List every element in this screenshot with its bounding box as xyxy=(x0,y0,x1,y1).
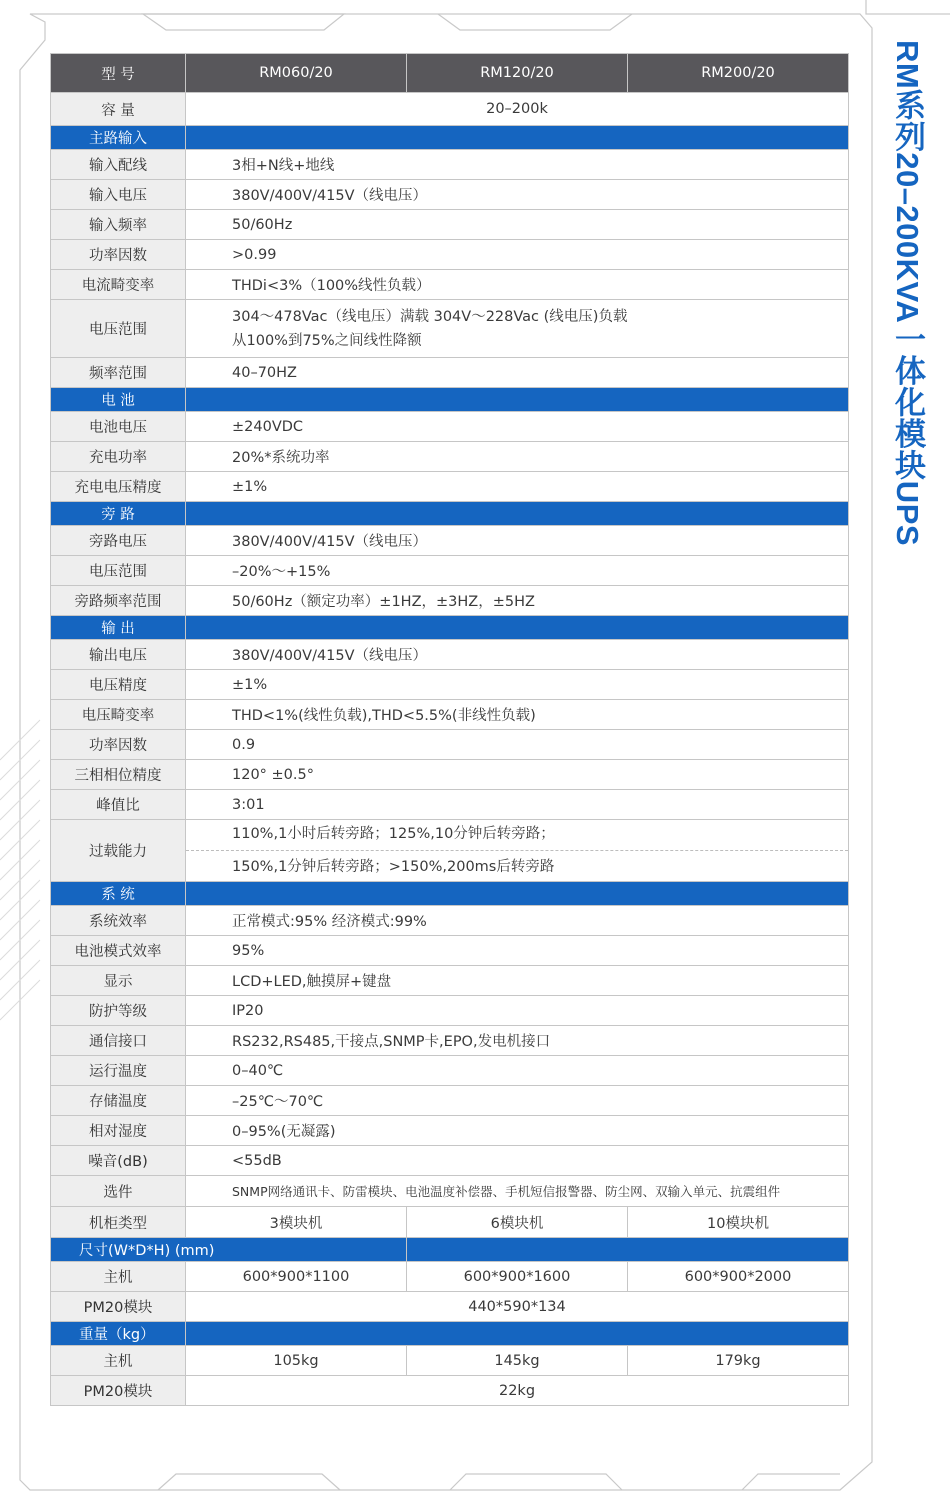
table-row xyxy=(51,996,849,1026)
row-label: 电池电压 xyxy=(51,412,186,442)
row-value: –25℃～70℃ xyxy=(186,1086,849,1116)
row-label: 选件 xyxy=(51,1176,186,1207)
row-label: 运行温度 xyxy=(51,1056,186,1086)
row-value: 20–200k xyxy=(186,93,849,126)
row-value: 3模块机 xyxy=(186,1207,407,1238)
table-row xyxy=(51,820,849,882)
table-row xyxy=(51,300,849,358)
table-row xyxy=(51,1262,849,1292)
row-value: 3:01 xyxy=(186,790,849,820)
row-label: 功率因数 xyxy=(51,240,186,270)
row-label: 主机 xyxy=(51,1346,186,1376)
row-label: 机柜类型 xyxy=(51,1207,186,1238)
header-model: RM200/20 xyxy=(628,54,849,93)
table-row xyxy=(51,1056,849,1086)
row-label: 防护等级 xyxy=(51,996,186,1026)
section-row xyxy=(51,388,849,412)
section-title: 主路输入 xyxy=(51,126,186,150)
row-value: 600*900*1100 xyxy=(186,1262,407,1292)
row-label: 相对湿度 xyxy=(51,1116,186,1146)
row-value: RS232,RS485,干接点,SNMP卡,EPO,发电机接口 xyxy=(186,1026,849,1056)
row-value: ±1% xyxy=(186,472,849,502)
row-value: –20%～+15% xyxy=(186,556,849,586)
table-row xyxy=(51,670,849,700)
spec-table xyxy=(50,53,849,1406)
row-label: 噪音(dB) xyxy=(51,1146,186,1176)
table-row xyxy=(51,640,849,670)
table-row xyxy=(51,790,849,820)
row-label: 电压畸变率 xyxy=(51,700,186,730)
table-row xyxy=(51,358,849,388)
row-value-line: 150%,1分钟后转旁路；>150%,200ms后转旁路 xyxy=(232,859,555,875)
row-label: 输入电压 xyxy=(51,180,186,210)
row-label: 输出电压 xyxy=(51,640,186,670)
table-row xyxy=(51,906,849,936)
table-row xyxy=(51,150,849,180)
section-title: 输 出 xyxy=(51,616,186,640)
row-label: 容 量 xyxy=(51,93,186,126)
dashed-divider xyxy=(186,850,848,851)
row-label: 电池模式效率 xyxy=(51,936,186,966)
section-row xyxy=(51,126,849,150)
table-row xyxy=(51,1176,849,1207)
table-row xyxy=(51,1346,849,1376)
row-value-line: 304～478Vac（线电压）满载 304V～228Vac (线电压)负载 xyxy=(232,308,628,325)
row-label: 频率范围 xyxy=(51,358,186,388)
row-value: 380V/400V/415V（线电压） xyxy=(186,180,849,210)
row-value: 0–95%(无凝露) xyxy=(186,1116,849,1146)
row-label: 电流畸变率 xyxy=(51,270,186,300)
table-row xyxy=(51,270,849,300)
row-value: 0–40℃ xyxy=(186,1056,849,1086)
row-label: 功率因数 xyxy=(51,730,186,760)
row-value: 145kg xyxy=(407,1346,628,1376)
row-value: <55dB xyxy=(186,1146,849,1176)
table-row xyxy=(51,966,849,996)
table-row xyxy=(51,412,849,442)
row-value: 120° ±0.5° xyxy=(186,760,849,790)
row-value: 179kg xyxy=(628,1346,849,1376)
row-value: 50/60Hz xyxy=(186,210,849,240)
row-label: 过载能力 xyxy=(51,820,186,882)
table-row xyxy=(51,730,849,760)
section-row xyxy=(51,882,849,906)
row-value xyxy=(186,820,849,882)
row-value: ±1% xyxy=(186,670,849,700)
row-label: 三相相位精度 xyxy=(51,760,186,790)
row-value: THD<1%(线性负载),THD<5.5%(非线性负载) xyxy=(186,700,849,730)
table-row xyxy=(51,526,849,556)
table-row xyxy=(51,1207,849,1238)
row-value: SNMP网络通讯卡、防雷模块、电池温度补偿器、手机短信报警器、防尘网、双输入单元、抗震组件 xyxy=(186,1176,849,1207)
table-row xyxy=(51,93,849,126)
header-row xyxy=(51,54,849,93)
row-value: 380V/400V/415V（线电压） xyxy=(186,526,849,556)
row-value: 0.9 xyxy=(186,730,849,760)
row-value: 105kg xyxy=(186,1346,407,1376)
row-value: >0.99 xyxy=(186,240,849,270)
row-value: 20%*系统功率 xyxy=(186,442,849,472)
table-row xyxy=(51,210,849,240)
row-value-line: 从100%到75%之间线性降额 xyxy=(232,332,422,349)
table-row xyxy=(51,442,849,472)
table-row xyxy=(51,936,849,966)
row-value: 22kg xyxy=(186,1376,849,1406)
table-row xyxy=(51,1026,849,1056)
section-title: 系 统 xyxy=(51,882,186,906)
row-value: 440*590*134 xyxy=(186,1292,849,1322)
section-title: 尺寸(W*D*H) (mm) xyxy=(51,1238,407,1262)
header-model: RM120/20 xyxy=(407,54,628,93)
row-value: 600*900*2000 xyxy=(628,1262,849,1292)
table-row xyxy=(51,1146,849,1176)
table-row xyxy=(51,556,849,586)
header-label: 型 号 xyxy=(51,54,186,93)
row-label: 系统效率 xyxy=(51,906,186,936)
section-row xyxy=(51,616,849,640)
table-row xyxy=(51,1086,849,1116)
row-label: 峰值比 xyxy=(51,790,186,820)
row-value: LCD+LED,触摸屏+键盘 xyxy=(186,966,849,996)
row-value: 380V/400V/415V（线电压） xyxy=(186,640,849,670)
row-value-line: 110%,1小时后转旁路；125%,10分钟后转旁路； xyxy=(232,826,555,842)
table-row xyxy=(51,586,849,616)
row-value: 50/60Hz（额定功率）±1HZ，±3HZ，±5HZ xyxy=(186,586,849,616)
section-title: 旁 路 xyxy=(51,502,186,526)
row-value: THDi<3%（100%线性负载） xyxy=(186,270,849,300)
section-row xyxy=(51,1322,849,1346)
row-label: 充电功率 xyxy=(51,442,186,472)
table-row xyxy=(51,1376,849,1406)
row-label: 显示 xyxy=(51,966,186,996)
row-value: 95% xyxy=(186,936,849,966)
row-value: 正常模式:95% 经济模式:99% xyxy=(186,906,849,936)
section-row xyxy=(51,502,849,526)
row-label: PM20模块 xyxy=(51,1292,186,1322)
row-value: IP20 xyxy=(186,996,849,1026)
table-row xyxy=(51,1116,849,1146)
row-label: 输入配线 xyxy=(51,150,186,180)
section-row xyxy=(51,1238,849,1262)
table-row xyxy=(51,700,849,730)
row-label: 存储温度 xyxy=(51,1086,186,1116)
table-row xyxy=(51,180,849,210)
row-label: 输入频率 xyxy=(51,210,186,240)
row-value: 6模块机 xyxy=(407,1207,628,1238)
row-label: 通信接口 xyxy=(51,1026,186,1056)
table-row xyxy=(51,472,849,502)
row-value: 10模块机 xyxy=(628,1207,849,1238)
section-title: 重量（kg） xyxy=(51,1322,186,1346)
table-row xyxy=(51,240,849,270)
table-row xyxy=(51,760,849,790)
row-value: 3相+N线+地线 xyxy=(186,150,849,180)
row-label: 电压范围 xyxy=(51,300,186,358)
table-row xyxy=(51,1292,849,1322)
row-value: 40–70HZ xyxy=(186,358,849,388)
row-value: 600*900*1600 xyxy=(407,1262,628,1292)
row-value: ±240VDC xyxy=(186,412,849,442)
row-label: PM20模块 xyxy=(51,1376,186,1406)
row-label: 旁路频率范围 xyxy=(51,586,186,616)
row-label: 电压精度 xyxy=(51,670,186,700)
row-value xyxy=(186,300,849,358)
side-title: RM系列20–200KVA一体化模块UPS xyxy=(890,40,925,547)
row-label: 电压范围 xyxy=(51,556,186,586)
row-label: 充电电压精度 xyxy=(51,472,186,502)
row-label: 旁路电压 xyxy=(51,526,186,556)
section-title: 电 池 xyxy=(51,388,186,412)
header-model: RM060/20 xyxy=(186,54,407,93)
row-label: 主机 xyxy=(51,1262,186,1292)
